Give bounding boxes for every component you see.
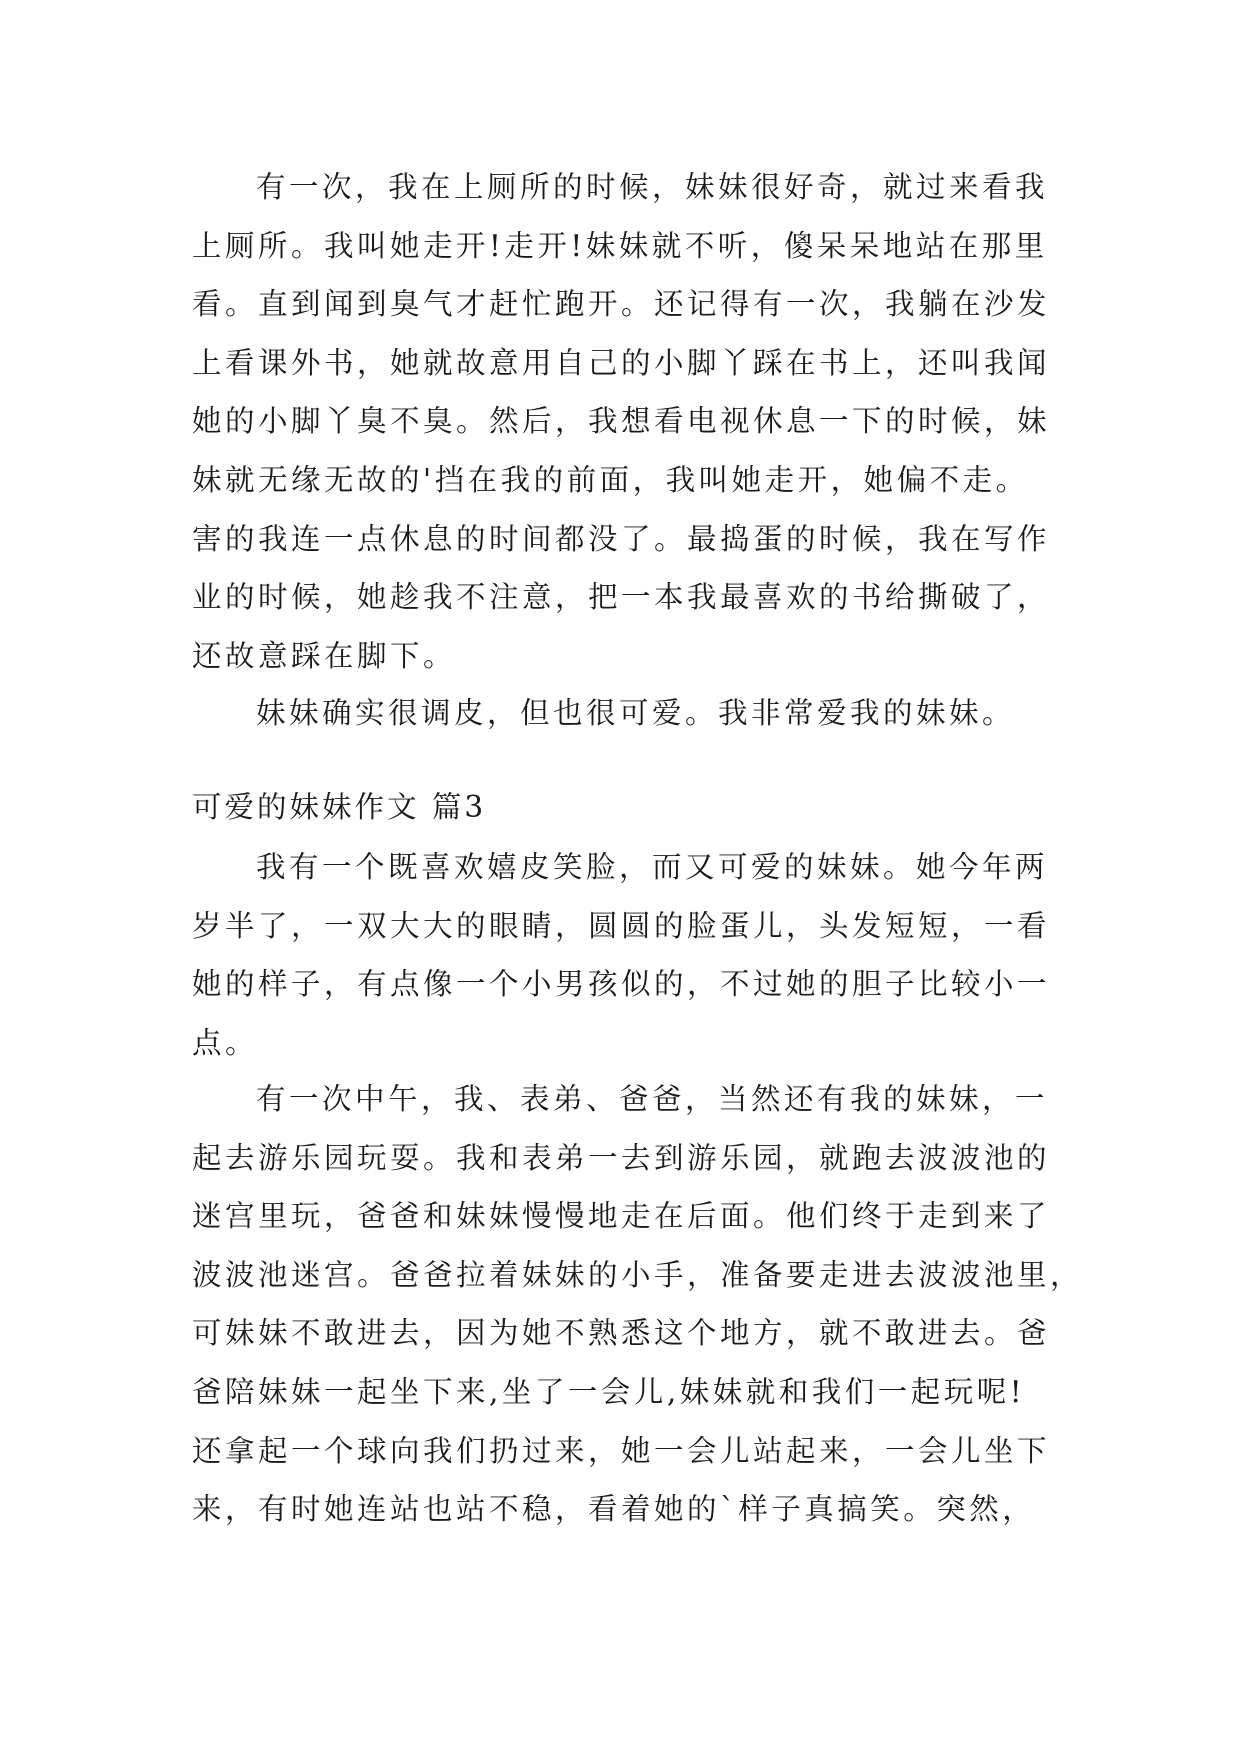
paragraph-line: 看。直到闻到臭气才赶忙跑开。还记得有一次，我躺在沙发	[192, 287, 1051, 322]
paragraph-line: 她的样子，有点像一个小男孩似的，不过她的胆子比较小一	[192, 967, 1051, 1002]
paragraph-line: 岁半了，一双大大的眼睛，圆圆的脸蛋儿，头发短短，一看	[192, 908, 1051, 943]
paragraph-line: 有一次中午，我、表弟、爸爸，当然还有我的妹妹，一	[256, 1082, 1049, 1116]
paragraph-line: 来，有时她连站也站不稳，看着她的`样子真搞笑。突然，	[192, 1492, 1036, 1527]
paragraph-line: 我有一个既喜欢嬉皮笑脸，而又可爱的妹妹。她今年两	[256, 850, 1049, 884]
paragraph-line: 爸陪妹妹一起坐下来,坐了一会儿,妹妹就和我们一起玩呢!	[192, 1374, 1026, 1409]
paragraph-line: 波波池迷宫。爸爸拉着妹妹的小手，准备要走进去波波池里，	[192, 1257, 1084, 1292]
paragraph-line: 上看课外书，她就故意用自己的小脚丫踩在书上，还叫我闻	[192, 345, 1051, 380]
paragraph-line: 点。	[192, 1025, 259, 1060]
paragraph-line: 妹就无缘无故的'挡在我的前面，我叫她走开，她偏不走。	[192, 462, 1029, 497]
paragraph-line: 可妹妹不敢进去，因为她不熟悉这个地方，就不敢进去。爸	[192, 1316, 1051, 1351]
section-heading: 可爱的妹妹作文 篇3	[192, 790, 487, 824]
paragraph-line: 还故意踩在脚下。	[192, 638, 457, 673]
paragraph-line: 有一次，我在上厕所的时候，妹妹很好奇，就过来看我	[256, 170, 1049, 204]
paragraph-line: 上厕所。我叫她走开!走开!妹妹就不听，傻呆呆地站在那里	[192, 228, 1048, 263]
paragraph-line: 害的我连一点休息的时间都没了。最捣蛋的时候，我在写作	[192, 521, 1051, 556]
paragraph-line: 妹妹确实很调皮，但也很可爱。我非常爱我的妹妹。	[256, 696, 1016, 730]
paragraph-line: 迷宫里玩，爸爸和妹妹慢慢地走在后面。他们终于走到来了	[192, 1199, 1051, 1234]
paragraph-line: 业的时候，她趁我不注意，把一本我最喜欢的书给撕破了，	[192, 580, 1051, 615]
paragraph-1	[192, 158, 1072, 685]
paragraph-2	[192, 684, 1072, 743]
paragraph-3	[192, 838, 1072, 1072]
paragraph-line: 还拿起一个球向我们扔过来，她一会儿站起来，一会儿坐下	[192, 1433, 1051, 1468]
paragraph-line: 起去游乐园玩耍。我和表弟一去到游乐园，就跑去波波池的	[192, 1140, 1051, 1175]
paragraph-line: 她的小脚丫臭不臭。然后，我想看电视休息一下的时候，妹	[192, 404, 1051, 439]
paragraph-4	[192, 1070, 1084, 1539]
